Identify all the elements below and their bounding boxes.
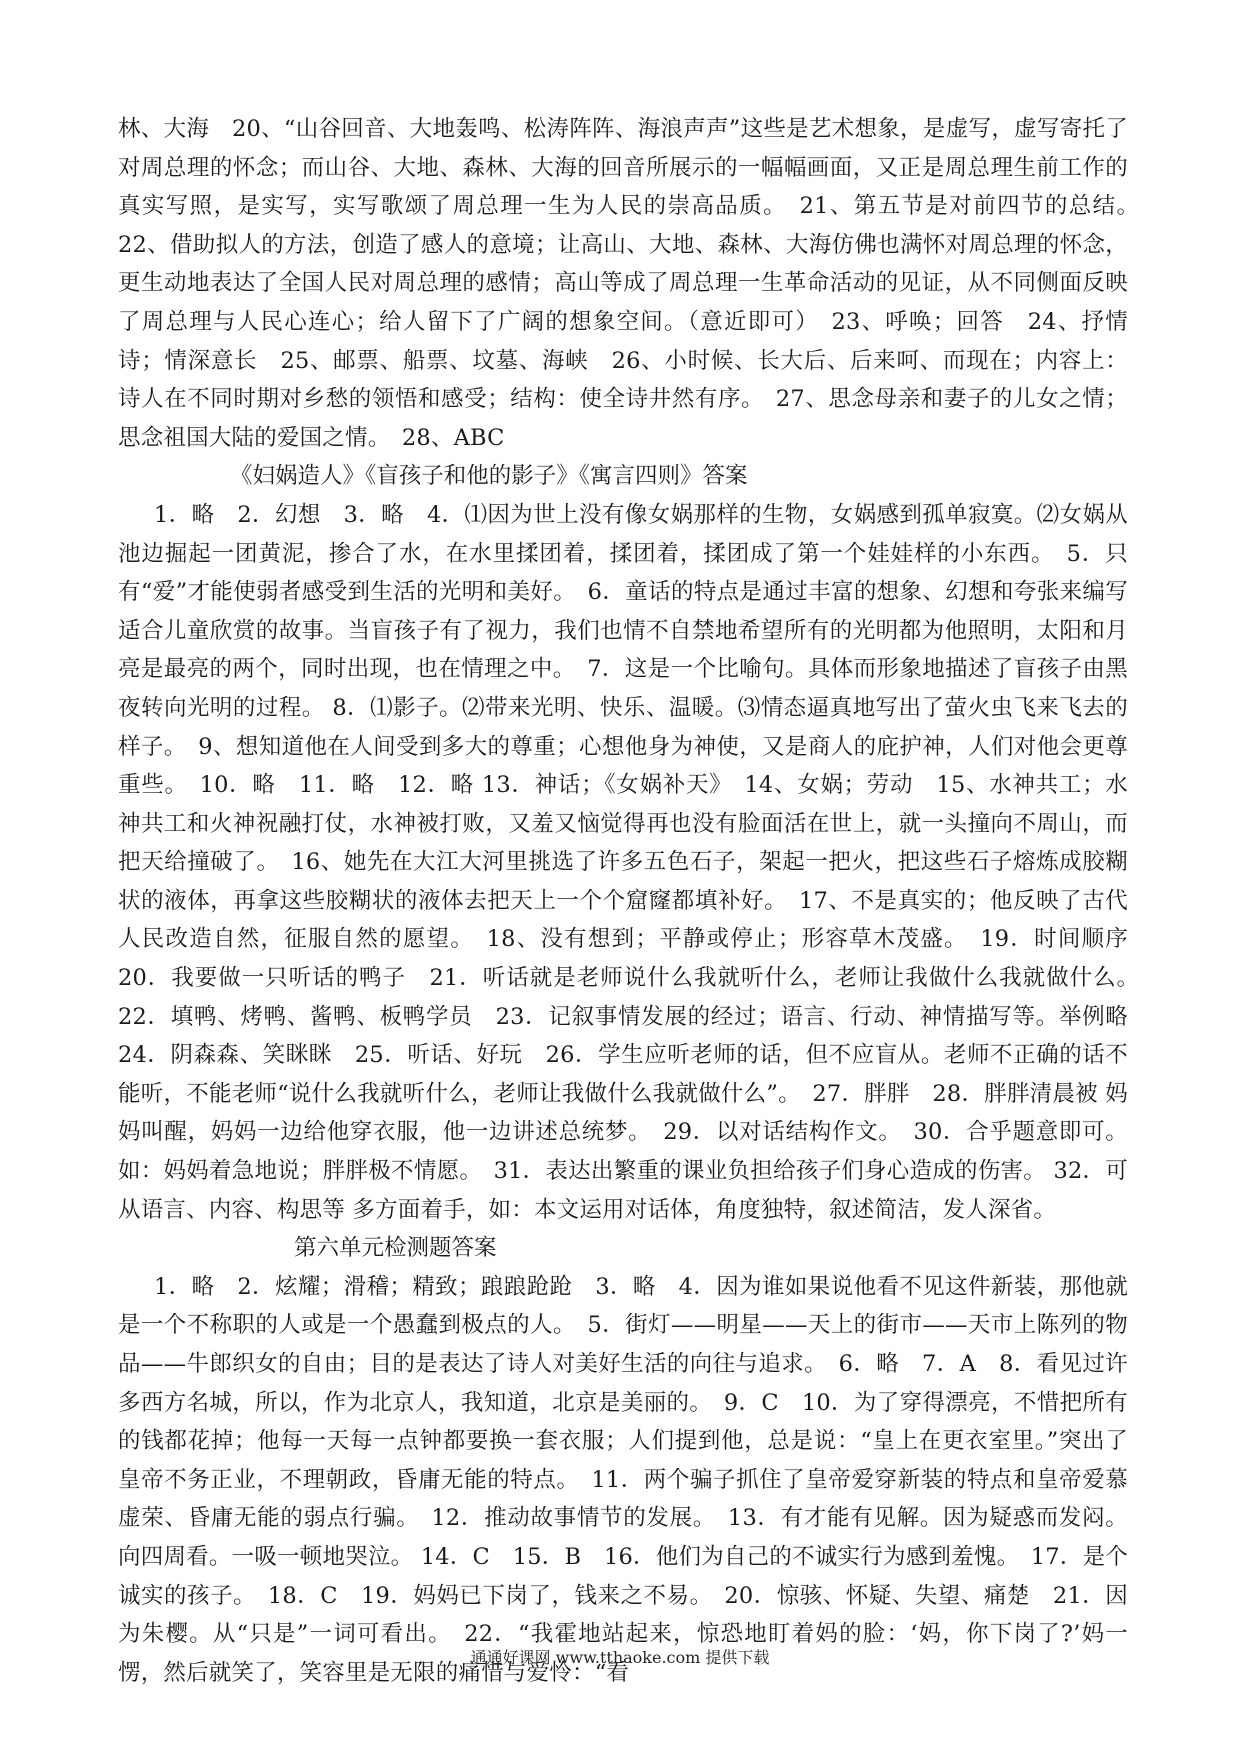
document-page bbox=[118, 110, 1151, 1692]
page-footer: 通通好课网 www.tthaoke.com 提供下载 bbox=[470, 1648, 770, 1667]
answer-paragraph-lessons: 1．略 2．幻想 3．略 4．⑴因为世上没有像女娲那样的生物，女娲感到孤单寂寞。⑵女娲从池边掘起一团黄泥，掺合了水，在水里揉团着，揉团着，揉团成了第一个娃娃样的小东西。 5．只有“爱”才能使弱者感受到生活的光明和美好。 6．童话的特点是通过丰富的想象、幻想和夸张来编写适合儿童欣赏的故事。当盲孩子有了视力，我们也情不自禁地希望所有的光明都为他照明，太阳和月亮是最亮的两个，同时出现，也在情理之中。 7．这是一个比喻句。具体而形象地描述了盲孩子由黑夜转向光明的过程。 8．⑴影子。⑵带来光明、快乐、温暖。⑶情态逼真地写出了萤火虫飞来飞去的样子。 9、想知道他在人间受到多大的尊重；心想他身为神使，又是商人的庇护神，人们对他会更尊重些。 10．略 11．略 12．略 13．神话；《女娲补天》 14、女娲；劳动 15、水神共工；水神共工和火神祝融打仗，水神被打败，又羞又恼觉得再也没有脸面活在世上，就一头撞向不周山，而把天给撞破了。 16、她先在大江大河里挑选了许多五色石子，架起一把火，把这些石子熔炼成胶糊状的液体，再拿这些胶糊状的液体去把天上一个个窟窿都填补好。 17、不是真实的；他反映了古代人民改造自然，征服自然的愿望。 18、没有想到；平静或停止；形容草木茂盛。 19．时间顺序 20．我要做一只听话的鸭子 21．听话就是老师说什么我就听什么，老师让我做什么我就做什么。 22．填鸭、烤鸭、酱鸭、板鸭学员 23．记叙事情发展的经过；语言、行动、神情描写等。举例略 24．阴森森、笑眯眯 25．听话、好玩 26．学生应听老师的话，但不应盲从。老师不正确的话不能听，不能老师“说什么我就听什么，老师让我做什么我就做什么”。 27．胖胖 28．胖胖清晨被 妈妈叫醒，妈妈一边给他穿衣服，他一边讲述总统梦。 29．以对话结构作文。 30．合乎题意即可。如：妈妈着急地说；胖胖极不情愿。 31．表达出繁重的课业负担给孩子们身心造成的伤害。 32．可从语言、内容、构思等 多方面着手，如：本文运用对话体，角度独特，叙述简洁，发人深省。 bbox=[118, 501, 1151, 1223]
section-title-lesson-answers: 《妇娲造人》《盲孩子和他的影子》《寓言四则》答案 bbox=[230, 463, 748, 490]
answer-paragraph-unit6: 1．略 2．炫耀；滑稽；精致；踉踉跄跄 3．略 4．因为谁如果说他看不见这件新装，那他就是一个不称职的人或是一个愚蠢到极点的人。 5．街灯——明星——天上的街市——天市上陈列的物品——牛郎织女的自由；目的是表达了诗人对美好生活的向往与追求。 6．略 7．A 8．看见过许多西方名城，所以，作为北京人，我知道，北京是美丽的。 9．C 10．为了穿得漂亮，不惜把所有的钱都花掉；他每一天每一点钟都要换一套衣服；人们提到他，总是说：“皇上在更衣室里。”突出了皇帝不务正业，不理朝政，昏庸无能的特点。 11．两个骗子抓住了皇帝爱穿新装的特点和皇帝爱慕虚荣、昏庸无能的弱点行骗。 12．推动故事情节的发展。 13．有才能有见解。因为疑惑而发闷。向四周看。一吸一顿地哭泣。 14．C 15．B 16．他们为自己的不诚实行为感到羞愧。 17．是个诚实的孩子。 18．C 19．妈妈已下岗了，钱来之不易。 20．惊骇、怀疑、失望、痛楚 21．因为朱樱。从“只是”一词可看出。 22．“我霍地站起来，惊恐地盯着妈的脸：‘妈，你下岗了?’妈一愣，然后就笑了，笑容里是无限的痛惜与爱怜：“看 bbox=[118, 1273, 1128, 1686]
answer-paragraph-continued: 林、大海 20、“山谷回音、大地轰鸣、松涛阵阵、海浪声声”这些是艺术想象，是虚写，虚写寄托了对周总理的怀念；而山谷、大地、森林、大海的回音所展示的一幅幅画面，又正是周总理生前工作的真实写照，是实写，实写歌颂了周总理一生为人民的崇高品质。 21、第五节是对前四节的总结。 22、借助拟人的方法，创造了感人的意境；让高山、大地、森林、大海仿佛也满怀对周总理的怀念，更生动地表达了全国人民对周总理的感情；高山等成了周总理一生革命活动的见证，从不同侧面反映了周总理与人民心连心；给人留下了广阔的想象空间。（意近即可） 23、呼唤；回答 24、抒情诗；情深意长 25、邮票、船票、坟墓、海峡 26、小时候、长大后、后来呵、而现在；内容上：诗人在不同时期对乡愁的领悟和感受；结构：使全诗井然有序。 27、思念母亲和妻子的儿女之情；思念祖国大陆的爱国之情。 28、ABC bbox=[118, 116, 1151, 451]
section-title-unit6-answers: 第六单元检测题答案 bbox=[294, 1235, 497, 1262]
